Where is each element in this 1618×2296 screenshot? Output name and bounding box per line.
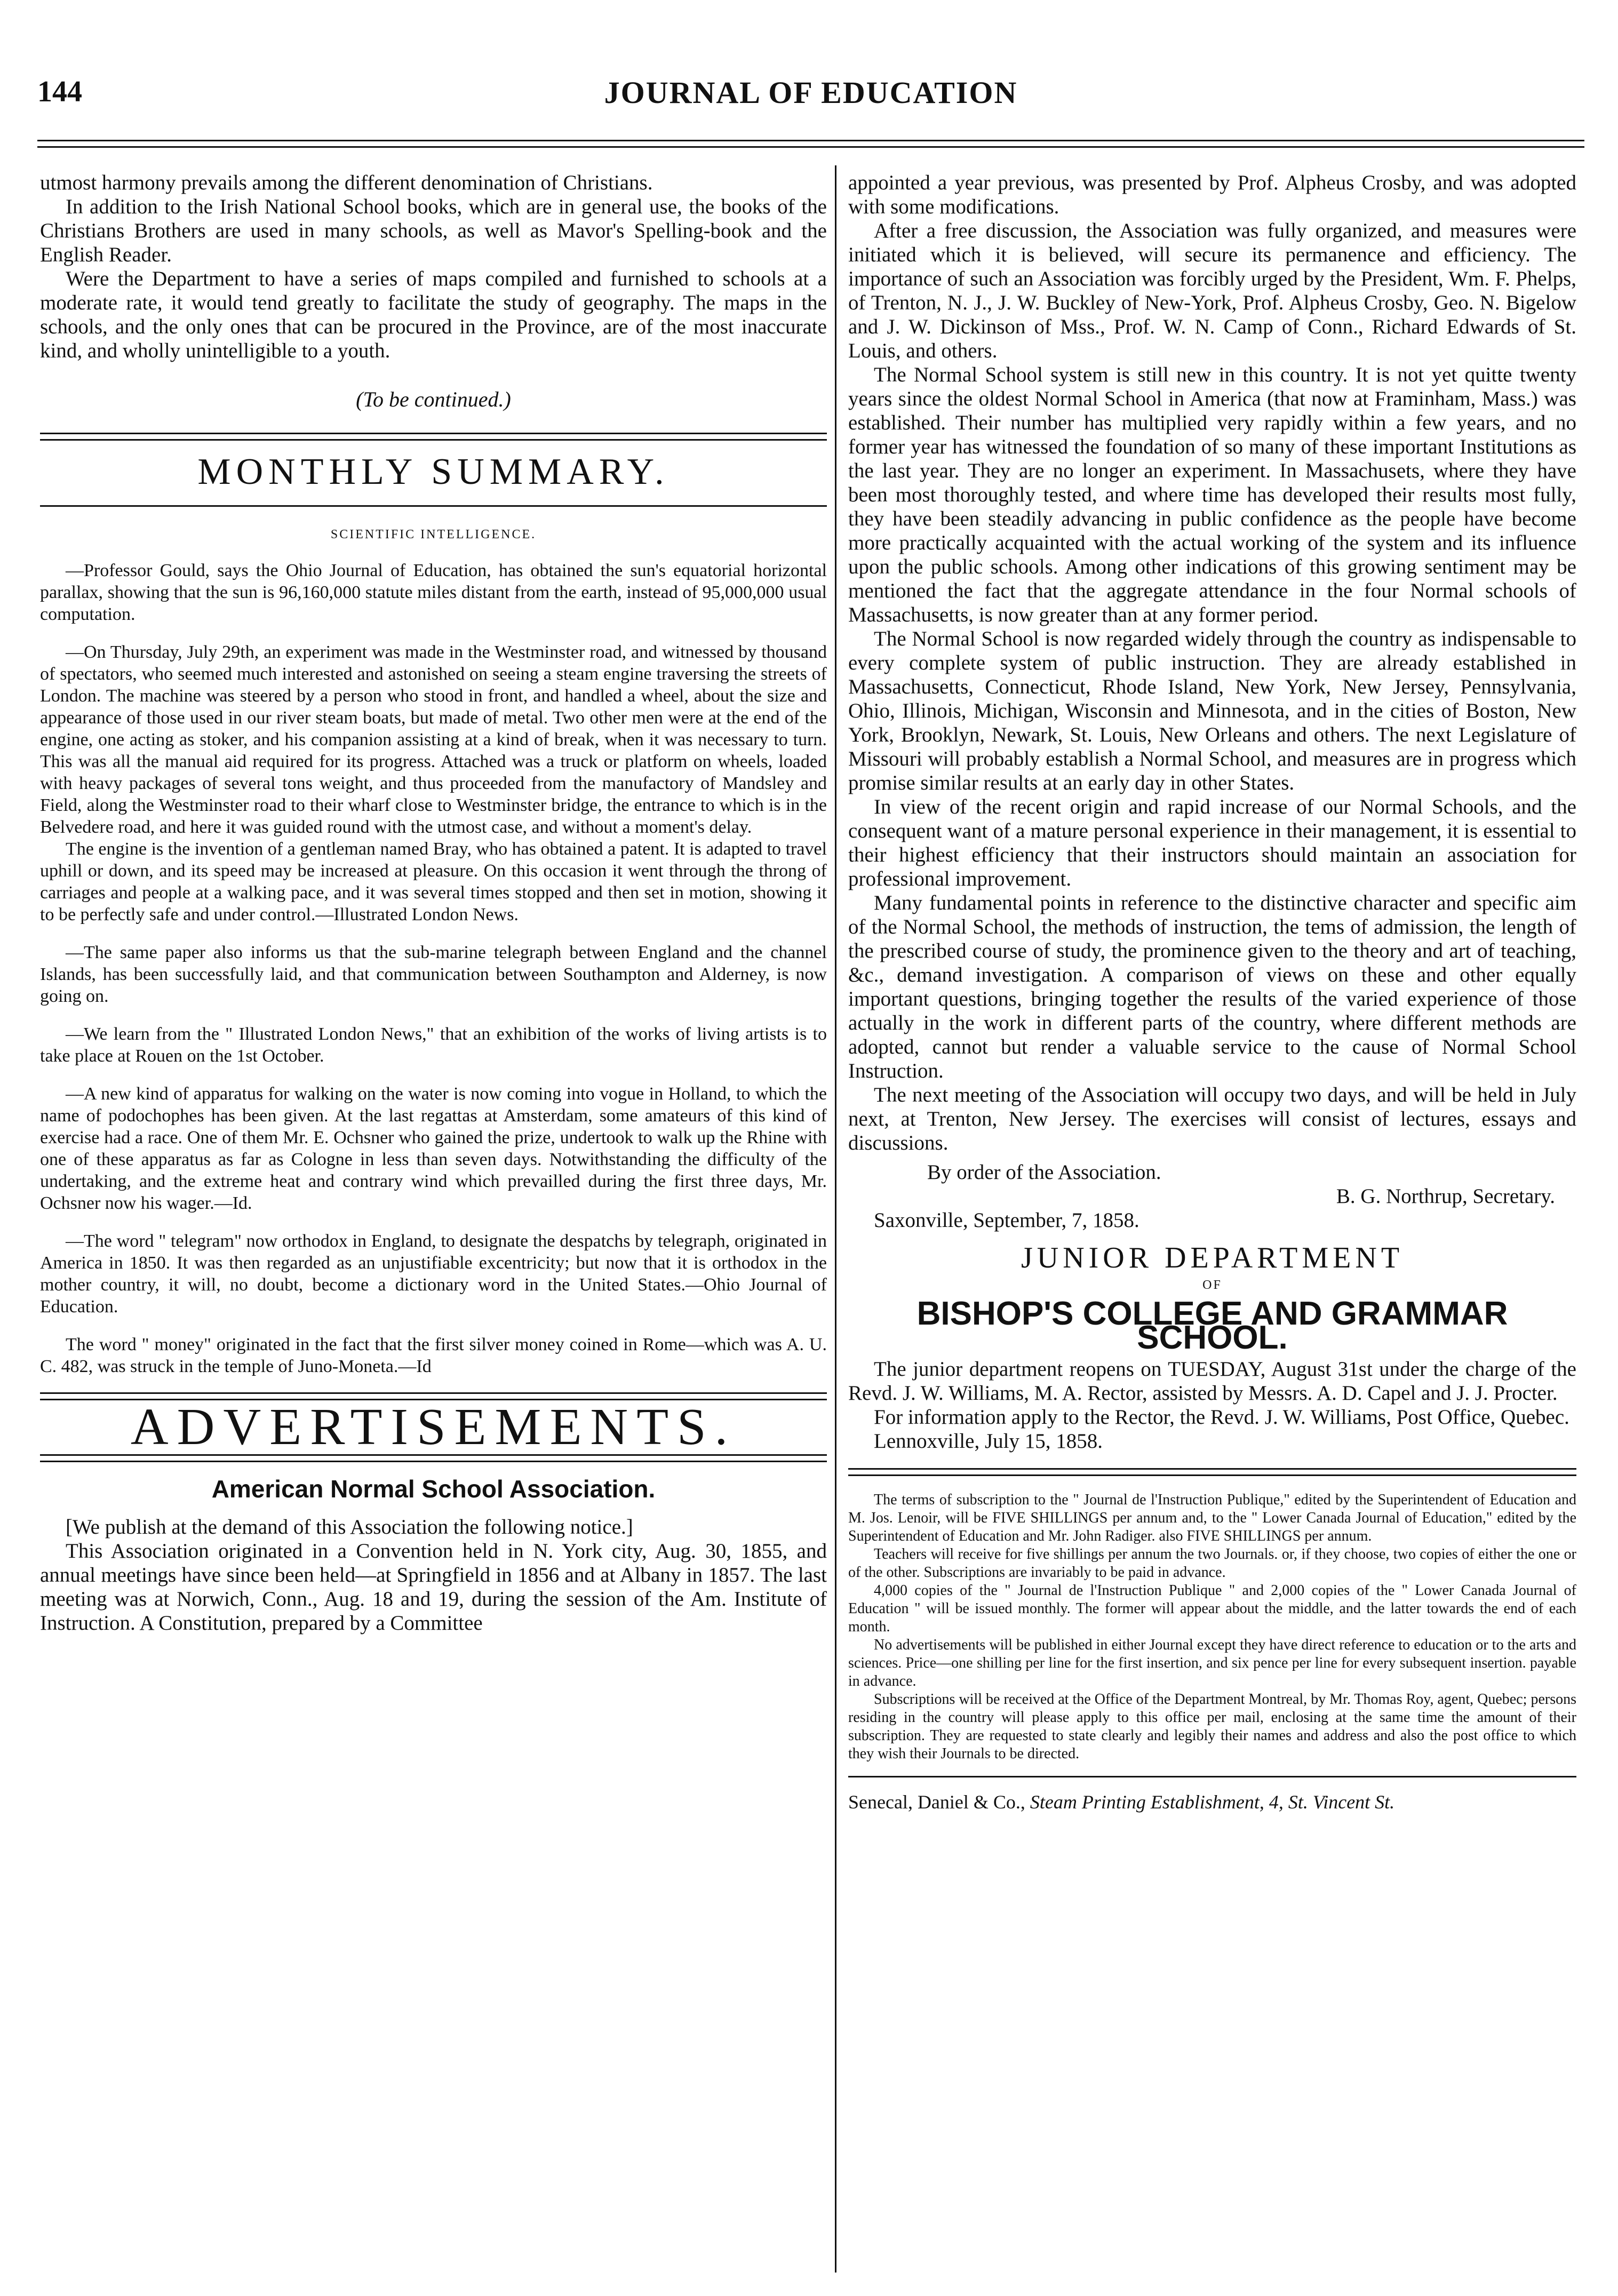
ans-paragraph: Many fundamental points in reference to the distinctive character and specific aim of the Normal School, the methods of instruction, the tems of admission, the length of the prescribed course of study, the prominence given to the theory and art of teaching, &c., demand investigation. A comparison of views on these and other equally important questions, bringing together the results of the varied experience of those actually in the work in different parts of the country, where different methods are adopted, cannot but render a valuable service to the cause of Normal School Instruction. — [848, 891, 1576, 1082]
news-item: The engine is the invention of a gentleman named Bray, who has obtained a patent. It is adapted to travel uphill or down, and its speed may be increased at pleasure. On this occasion it went through the throng of carriages and people at a walking pace, and it was several times stopped and then set in motion, showing it to be perfectly safe and under control.—Illustrated London News. — [40, 839, 827, 924]
junior-department-heading: JUNIOR DEPARTMENT — [1021, 1241, 1404, 1274]
intro-paragraph-2: In addition to the Irish National School books, which are in general use, the books of the Christians Brothers are used in many schools, as well as Mavor's Spelling-book and the English Reader. — [40, 195, 827, 266]
news-item: —The word " telegram" now orthodox in England, to designate the despatchs by telegraph, originated in America in 1850. It was then regarded as an unjustifiable excentricity; but now that it is orthodox in the mother country, it will, no doubt, become a dictionary word in the United States.—Ohio Journal of Education. — [40, 1231, 827, 1317]
ans-paragraph: In view of the recent origin and rapid increase of our Normal Schools, and the consequent want of a mature personal experience in their management, it is essential to their highest efficiency that their instructors should maintain an association for professional improvement. — [848, 795, 1576, 890]
printer-name: Senecal, Daniel & Co., — [848, 1791, 1025, 1813]
dateline: Saxonville, September, 7, 1858. — [874, 1209, 1139, 1232]
news-item: —Professor Gould, says the Ohio Journal of Education, has obtained the sun's equatorial horizontal parallax, showing that the sun is 96,160,000 statute miles distant from the earth, instead of 95,000,000 usual computation. — [40, 561, 827, 624]
intro-paragraph-3: Were the Department to have a series of maps compiled and furnished to schools at a moderate rate, it would tend greatly to facilitate the study of geography. The maps in the schools, and the only ones that can be procured in the Province, are of the most inaccurate kind, and wholly unintelligible to a youth. — [40, 267, 827, 362]
junior-paragraph: The junior department reopens on TUESDAY, August 31st under the charge of the Revd. J. W. Williams, M. A. Rector, assisted by Messrs. A. D. Capel and J. J. Procter. — [848, 1358, 1576, 1405]
ans-paragraph: [We publish at the demand of this Association the following notice.] — [66, 1516, 633, 1538]
scientific-intelligence-heading: SCIENTIFIC INTELLIGENCE. — [330, 528, 537, 541]
ans-paragraph: The Normal School system is still new in this country. It is not yet quitte twenty years since the oldest Normal School in America (that now at Framinham, Mass.) was established. Their number has multiplied very rapidly within a few years, and no former year has witnessed the foundation of so many of these important Institutions as the last year. They are no longer an experiment. In Massachusets, where they have been most thoroughly tested, and where time has developed their results most fully, they have been steadily advancing in public confidence as the people have become more practically acquainted with the actual working of the system and its influence upon the public schools. Among other indications of this growing sentiment may be mentioned the fact that the aggregate attendance in the four Normal schools of Massachusetts, is now greater than at any former period. — [848, 363, 1576, 626]
left-column — [40, 171, 827, 1635]
news-item: —A new kind of apparatus for walking on the water is now coming into vogue in Holland, to which the name of podochophes has been given. At the last regattas at Amsterdam, some amateurs of this kind of exercise had a race. One of them Mr. E. Ochsner who gained the prize, undertook to walk up the Rhine with one of these apparatus as far as Cologne in less than seven days. Notwithstanding the difficulty of the undertaking, and the extreme heat and contrary wind which prevailled during the first three days, Mr. Ochsner now his wager.—Id. — [40, 1084, 827, 1213]
right-column — [848, 171, 1576, 1814]
terms-paragraph: 4,000 copies of the " Journal de l'Instruction Publique " and 2,000 copies of the " Lower Canada Journal of Education " will be issued monthly. The former will appear about the middle, and the latter towards the end of each month. — [848, 1582, 1576, 1635]
ans-paragraph: The next meeting of the Association will occupy two days, and will be held in July next, at Trenton, New Jersey. The exercises will consist of lectures, essays and discussions. — [848, 1083, 1576, 1154]
ans-paragraph: This Association originated in a Convention held in N. York city, Aug. 30, 1855, and annual meetings have since been held—at Springfield in 1856 and at Albany in 1857. The last meeting was at Norwich, Conn., Aug. 18 and 19, during the session of the Am. Institute of Instruction. A Constitution, prepared by a Committee — [40, 1540, 827, 1635]
ans-paragraph: The Normal School is now regarded widely through the country as indispensable to every complete system of public instruction. They are already established in Massachusetts, Connecticut, Rhode Island, New York, New Jersey, Pennsylvania, Ohio, Illinois, Michigan, Wisconsin and Minnesota, and in the cities of Boston, New York, Brooklyn, Newark, St. Louis, New Orleans and others. The next Legislature of Missouri will probably establish a Normal School, and measures are in progress which promise similar results at an early day in other States. — [848, 627, 1576, 794]
page-number: 144 — [37, 75, 82, 108]
signature: B. G. Northrup, Secretary. — [1336, 1185, 1555, 1208]
terms-paragraph: No advertisements will be published in either Journal except they have direct reference to education or to the arts and sciences. Price—one shilling per line for the first insertion, and six pence per line for every subsequent insertion. payable in advance. — [848, 1637, 1576, 1689]
advertisements-heading: ADVERTISEMENTS. — [130, 1398, 737, 1456]
section-rule — [848, 1468, 1576, 1476]
to-be-continued: (To be continued.) — [356, 387, 511, 411]
ans-paragraph: After a free discussion, the Association was fully organized, and measures were initiated which it is believed, will secure its permanence and efficiency. The importance of such an Association was forcibly urged by the President, Wm. F. Phelps, of Trenton, N. J., J. W. Buckley of New-York, Prof. Alpheus Crosby, Geo. N. Bigelow and J. W. Dickinson of Mss., Prof. W. N. Camp of Conn., Richard Edwards of St. Louis, and others. — [848, 219, 1576, 362]
news-item: —The same paper also informs us that the sub-marine telegraph between England and the channel Islands, has been successfully laid, and that communication between Southampton and Alderney, is now going on. — [40, 943, 827, 1006]
news-item: —On Thursday, July 29th, an experiment was made in the Westminster road, and witnessed by thousand of spectators, who seemed much interested and astonished on seeing a steam engine traversing the streets of London. The machine was steered by a person who stood in front, and handled a wheel, about the size and appearance of those used in our river steam boats, but made of metal. Two other men were at the end of the engine, one acting as stoker, and his companion assisting at a kind of break, when it was necessary to turn. This was all the manual aid required for its progress. Attached was a truck or platform on wheels, loaded with heavy packages of several tons weight, and thus proceeded from the manufactory of Mandsley and Field, along the Westminster road to their wharf close to Westminster bridge, the entrance to which is in the Belvedere road, and here it was guided round with the utmost case, and without a moment's delay. — [40, 642, 827, 837]
page-header — [37, 75, 1584, 117]
terms-paragraph: The terms of subscription to the " Journal de l'Instruction Publique," edited by the Superintendent of Education and M. Jos. Lenoir, will be FIVE SHILLINGS per annum and, to the " Lower Canada Journal of Education," edited by the Superintendent of Education and Mr. John Radiger. also FIVE SHILLINGS per annum. — [848, 1492, 1576, 1544]
monthly-summary-heading: MONTHLY SUMMARY. — [197, 451, 669, 492]
column-separator — [835, 165, 836, 2273]
printer-footer — [848, 1790, 1576, 1814]
section-rule — [40, 505, 827, 507]
junior-dateline: Lennoxville, July 15, 1858. — [874, 1430, 1103, 1453]
by-order: By order of the Association. — [927, 1161, 1161, 1184]
printer-address: Steam Printing Establishment, 4, St. Vincent St. — [1030, 1791, 1395, 1813]
ans-heading: American Normal School Association. — [211, 1475, 656, 1503]
news-item: The word " money" originated in the fact that the first silver money coined in Rome—which was A. U. C. 482, was struck in the temple of Juno-Moneta.—Id — [40, 1335, 827, 1376]
of-label: OF — [1202, 1278, 1222, 1292]
journal-title: JOURNAL OF EDUCATION — [604, 75, 1018, 110]
section-rule — [40, 433, 827, 441]
terms-paragraph: Teachers will receive for five shillings per annum the two Journals. or, if they choose, two copies of either the one or of the other. Subscriptions are invariably to be paid in advance. — [848, 1546, 1576, 1581]
terms-paragraph: Subscriptions will be received at the Office of the Department Montreal, by Mr. Thomas Roy, agent, Quebec; persons residing in the country will please apply to this office per mail, enclosing at the same time the amount of their subscription. They are requested to state clearly and legibly their names and address and also the post office to which they wish their Journals to be directed. — [848, 1691, 1576, 1762]
news-item: —We learn from the " Illustrated London News," that an exhibition of the works of living artists is to take place at Rouen on the 1st October. — [40, 1024, 827, 1066]
bishops-college-heading: BISHOP'S COLLEGE AND GRAMMAR SCHOOL. — [916, 1295, 1508, 1356]
section-rule — [848, 1776, 1576, 1777]
intro-paragraph-1: utmost harmony prevails among the different denomination of Christians. — [40, 171, 653, 194]
ans-paragraph: appointed a year previous, was presented by Prof. Alpheus Crosby, and was adopted with some modifications. — [848, 171, 1576, 218]
junior-paragraph: For information apply to the Rector, the Revd. J. W. Williams, Post Office, Quebec. — [874, 1406, 1569, 1429]
header-rule — [37, 140, 1584, 148]
